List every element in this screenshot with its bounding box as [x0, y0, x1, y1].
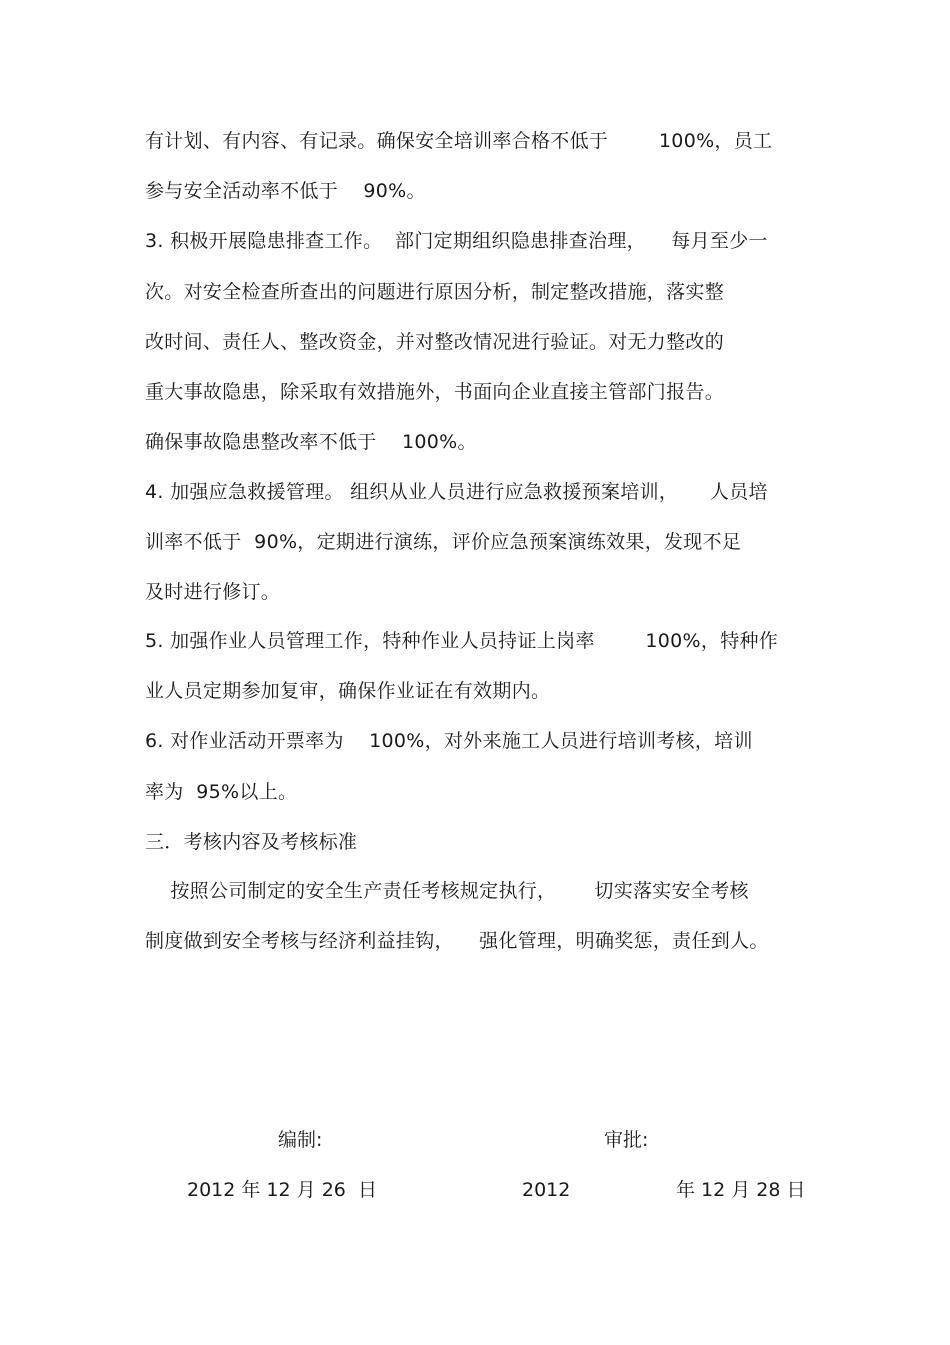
- text-line: 按照公司制定的安全生产责任考核规定执行， 切实落实安全考核: [145, 880, 749, 902]
- text-line: 改时间、责任人、整改资金，并对整改情况进行验证。对无力整改的: [145, 331, 725, 353]
- text-line: 重大事故隐患，除采取有效措施外，书面向企业直接主管部门报告。: [145, 381, 725, 403]
- text-line: 及时进行修订。: [145, 581, 281, 603]
- text-line: 有计划、有内容、有记录。确保安全培训率合格不低于 100%，员工: [145, 130, 773, 152]
- text-line: 5. 加强作业人员管理工作，特种作业人员持证上岗率 100%，特种作: [145, 630, 779, 652]
- text-line: 训率不低于 90%，定期进行演练，评价应急预案演练效果，发现不足: [145, 531, 742, 553]
- approved-label: 审批:: [604, 1129, 649, 1151]
- approved-year: 2012: [522, 1179, 571, 1201]
- text-line: 6. 对作业活动开票率为 100%，对外来施工人员进行培训考核，培训: [145, 730, 753, 752]
- text-line: 率为 95%以上。: [145, 781, 298, 803]
- prepared-label: 编制:: [278, 1129, 323, 1151]
- text-line: 制度做到安全考核与经济利益挂钩， 强化管理，明确奖惩，责任到人。: [145, 930, 769, 952]
- prepared-date: 2012 年 12 月 26 日: [187, 1179, 377, 1201]
- text-line: 业人员定期参加复审，确保作业证在有效期内。: [145, 680, 551, 702]
- approved-date: 年 12 月 28 日: [676, 1179, 806, 1201]
- text-line: 4. 加强应急救援管理。 组织从业人员进行应急救援预案培训， 人员培: [145, 481, 768, 503]
- text-line: 次。对安全检查所查出的问题进行原因分析，制定整改措施，落实整: [145, 281, 725, 303]
- text-line: 参与安全活动率不低于 90%。: [145, 180, 426, 202]
- text-line: 3. 积极开展隐患排查工作。 部门定期组织隐患排查治理， 每月至少一: [145, 230, 768, 252]
- section-heading: 三．考核内容及考核标准: [145, 831, 358, 853]
- text-line: 确保事故隐患整改率不低于 100%。: [145, 431, 477, 453]
